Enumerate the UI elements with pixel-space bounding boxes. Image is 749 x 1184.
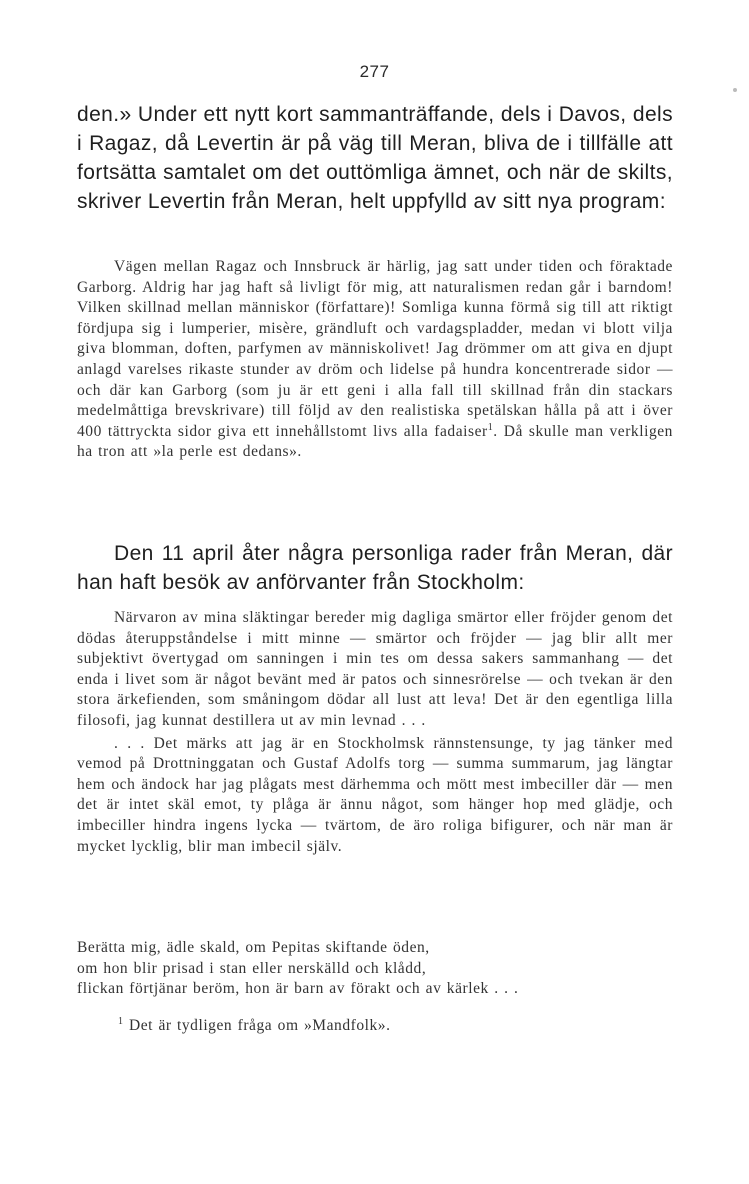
footnote xyxy=(118,1016,678,1037)
letter-quote-2 xyxy=(77,608,673,857)
intro-text: den.» Under ett nytt kort sammanträffande, dels i Davos, dels i Ragaz, då Levertin är på väg till Meran, bliva de i tillfälle att fortsätta samtalet om det outtömliga ämnet, och när de skilts, skriver Levertin från Meran, helt uppfylld av sitt nya program: xyxy=(77,103,673,213)
footnote-reference: 1 xyxy=(487,421,494,433)
quote2-paragraph-1: Närvaron av mina släktingar bereder mig dagliga smärtor eller fröjder genom det dödas återuppståndelse i mitt minne — smärtor och fröjder — jag blir allt mer subjektivt övertygad om sanningen i min tes om dessa sakers sammanhang — det enda i livet som är något bevänt med är patos och sinnesrörelse — och tvekan är den stora ärkefienden, som småningom dödar all lust att leva! Det är den egentliga lilla filosofi, jag kunnat destillera ut av min levnad . . . xyxy=(77,609,673,729)
page-number: 277 xyxy=(359,62,390,81)
narrative-paragraph-2 xyxy=(77,539,673,597)
quote1-paragraph xyxy=(77,257,673,463)
letter-quote-1 xyxy=(77,257,673,463)
heading2-text: Den 11 april åter några personliga rader från Meran, där han haft besök av anförvanter från Stockholm: xyxy=(77,542,673,594)
intro-paragraph xyxy=(77,100,673,216)
margin-mark xyxy=(733,88,737,92)
poem-line-3: flickan förtjänar beröm, hon är barn av förakt och av kärlek . . . xyxy=(77,980,519,998)
poem-line-2: om hon blir prisad i stan eller nerskälld och klådd, xyxy=(77,959,427,977)
quote1-text-after: . Då skulle man verkligen ha tron att »la perle est dedans». xyxy=(77,422,673,461)
quote2-paragraph-2: . . . Det märks att jag är en Stockholmsk rännstensunge, ty jag tänker med vemod på Drottninggatan och Gustaf Adolfs torg — summa summarum, jag längtar hem och ändock har jag plågats mest därhemma och mött mest imbeciller där — men det är intet skäl emot, ty plåga är ännu något, som hänger hop med glädje, och imbeciller hindra ingens lycka — tvärtom, de äro roliga bifigurer, och när man är mycket lycklig, blir man imbecil själv. xyxy=(77,734,673,855)
poem-line-1: Berätta mig, ädle skald, om Pepitas skiftande öden, xyxy=(77,939,430,956)
poem-quote xyxy=(77,938,673,1000)
footnote-line xyxy=(118,1016,678,1037)
footnote-text: Det är tydligen fråga om »Mandfolk». xyxy=(123,1017,391,1034)
quote1-text: Vägen mellan Ragaz och Innsbruck är härlig, jag satt under tiden och föraktade Garborg. Aldrig har jag haft så livligt för mig, att naturalismen redan går i barndom! Vilken skillnad mellan människor (författare)! Somliga kunna förmå sig till att riktigt fördjupa sig i lumperier, misère, grändluft och vardagspladder, medan vi blott vilja giva blomman, doften, parfymen av människolivet! Jag drömmer om att giva en djupt anlagd varelses rikaste stunder av dröm och lidelse på hundra koncentrerade sidor — och där kan Garborg (som ju är ett geni i alla fall till skillnad från din stackars medelmåttiga brevskrivare) till följd av den realistiska spetälskan hålla på att i över 400 tättryckta sidor giva ett innehållstomt livs alla fadaiser xyxy=(77,258,673,440)
footnote-marker: 1 xyxy=(118,1015,124,1027)
